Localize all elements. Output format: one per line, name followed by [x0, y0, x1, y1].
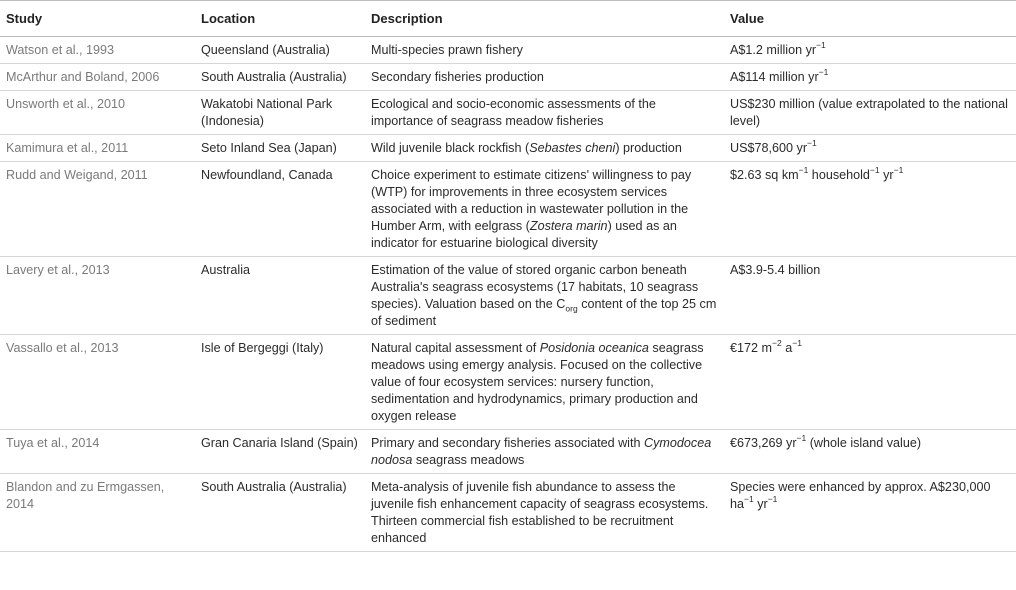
column-header-study: Study — [6, 11, 43, 26]
value-cell — [724, 162, 1016, 257]
value-cell — [724, 474, 1016, 552]
table-header-row — [0, 1, 1016, 37]
value-text-segment: −2 — [772, 337, 782, 348]
study-cell: Tuya et al., 2014 — [6, 436, 100, 450]
value-cell — [724, 37, 1016, 64]
table-row — [0, 37, 1016, 64]
description-text-segment: Choice experiment to estimate citizens' willingness to pay (WTP) for improvements in three ecosystem services associated with a reduction in wastewater pollution in the Humber Arm, with eelgrass ( — [371, 168, 692, 233]
value-text-segment: −1 — [744, 493, 754, 504]
description-text-segment: Sebastes cheni — [529, 141, 616, 155]
description-text-segment: seagrass meadows using emergy analysis. Focused on the collective value of four ecosystem services: nursery function, sedimentation and hydrodynamics, primary production and oxygen release — [371, 341, 704, 423]
value-text-segment: household — [808, 168, 870, 182]
column-header-value: Value — [730, 11, 764, 26]
study-cell: Kamimura et al., 2011 — [6, 141, 129, 155]
table-row — [0, 64, 1016, 91]
value-text-segment: A$3.9-5.4 billion — [730, 263, 821, 277]
description-text-segment: Multi-species prawn fishery — [371, 43, 523, 57]
location-cell: Newfoundland, Canada — [201, 168, 333, 182]
location-cell: Isle of Bergeggi (Italy) — [201, 341, 324, 355]
value-text-segment: −1 — [893, 164, 904, 175]
description-text-segment: org — [565, 303, 578, 314]
table-row — [0, 135, 1016, 162]
table-row — [0, 430, 1016, 474]
description-text-segment: Posidonia oceanica — [539, 341, 649, 355]
description-cell — [365, 162, 724, 257]
description-cell — [365, 335, 724, 430]
description-text-segment: Natural capital assessment of — [371, 341, 540, 355]
value-text-segment: −1 — [818, 66, 829, 77]
value-cell — [724, 135, 1016, 162]
description-text-segment: Zostera marin — [529, 219, 608, 233]
value-text-segment: −1 — [807, 137, 817, 148]
study-cell: Lavery et al., 2013 — [6, 263, 110, 277]
value-text-segment: A$1.2 million yr — [730, 43, 817, 57]
table-row — [0, 162, 1016, 257]
value-cell — [724, 64, 1016, 91]
location-cell: South Australia (Australia) — [201, 70, 347, 84]
description-text-segment: Wild juvenile black rockfish ( — [371, 141, 530, 155]
location-cell: Queensland (Australia) — [201, 43, 330, 57]
description-cell — [365, 430, 724, 474]
location-cell: Wakatobi National Park (Indonesia) — [201, 97, 333, 128]
location-cell: Seto Inland Sea (Japan) — [201, 141, 337, 155]
value-cell — [724, 430, 1016, 474]
description-text-segment: Secondary fisheries production — [371, 70, 544, 84]
value-text-segment: yr — [753, 497, 768, 511]
value-text-segment: −1 — [796, 432, 807, 443]
description-cell — [365, 135, 724, 162]
description-cell — [365, 64, 724, 91]
description-cell — [365, 257, 724, 335]
value-cell — [724, 91, 1016, 135]
table-body — [0, 37, 1016, 552]
description-text-segment: Cymodocea nodosa — [371, 436, 712, 467]
study-cell: Unsworth et al., 2010 — [6, 97, 126, 111]
value-text-segment: €172 m — [730, 341, 773, 355]
value-text-segment: US$78,600 yr — [730, 141, 808, 155]
value-text-segment: −1 — [816, 39, 826, 50]
value-text-segment: A$114 million yr — [730, 70, 819, 84]
location-cell: Australia — [201, 263, 250, 277]
description-text-segment: seagrass meadows — [412, 453, 525, 467]
description-cell — [365, 37, 724, 64]
description-cell — [365, 474, 724, 552]
value-text-segment: −1 — [869, 164, 880, 175]
value-text-segment: $2.63 sq km — [730, 168, 799, 182]
description-text-segment: Primary and secondary fisheries associated with — [371, 436, 644, 450]
study-cell: Watson et al., 1993 — [6, 43, 115, 57]
value-text-segment: €673,269 yr — [730, 436, 797, 450]
value-text-segment: US$230 million (value extrapolated to the national level) — [730, 97, 1008, 128]
value-text-segment: −1 — [767, 493, 778, 504]
study-cell: McArthur and Boland, 2006 — [6, 70, 160, 84]
description-text-segment: ) used as an indicator for estuarine biological diversity — [371, 219, 677, 250]
value-cell — [724, 335, 1016, 430]
value-cell — [724, 257, 1016, 335]
description-text-segment: Ecological and socio-economic assessments of the importance of seagrass meadow fisheries — [371, 97, 656, 128]
description-cell — [365, 91, 724, 135]
location-cell: Gran Canaria Island (Spain) — [201, 436, 358, 450]
value-text-segment: a — [781, 341, 793, 355]
table-row — [0, 257, 1016, 335]
study-cell: Blandon and zu Ermgassen, 2014 — [6, 480, 165, 511]
table-row — [0, 335, 1016, 430]
table-row — [0, 474, 1016, 552]
location-cell: South Australia (Australia) — [201, 480, 347, 494]
value-text-segment: −1 — [792, 337, 802, 348]
value-text-segment: −1 — [798, 164, 809, 175]
table-row — [0, 91, 1016, 135]
description-text-segment: Meta-analysis of juvenile fish abundance to assess the juvenile fish enhancement capacity of seagrass ecosystems. Thirteen commercial fish established to be recruitment enhanced — [371, 480, 709, 545]
value-text-segment: Species were enhanced by approx. A$230,000 ha — [730, 480, 991, 511]
study-cell: Vassallo et al., 2013 — [6, 341, 119, 355]
column-header-description: Description — [371, 11, 443, 26]
description-text-segment: ) production — [615, 141, 682, 155]
study-cell: Rudd and Weigand, 2011 — [6, 168, 148, 182]
value-text-segment: yr — [879, 168, 894, 182]
description-text-segment: content of the top 25 cm of sediment — [371, 297, 717, 328]
column-header-location: Location — [201, 11, 256, 26]
value-text-segment: (whole island value) — [806, 436, 922, 450]
description-text-segment: Estimation of the value of stored organic carbon beneath Australia's seagrass ecosystems (17 habitats, 10 seagrass species). Valuation based on the C — [371, 263, 699, 311]
